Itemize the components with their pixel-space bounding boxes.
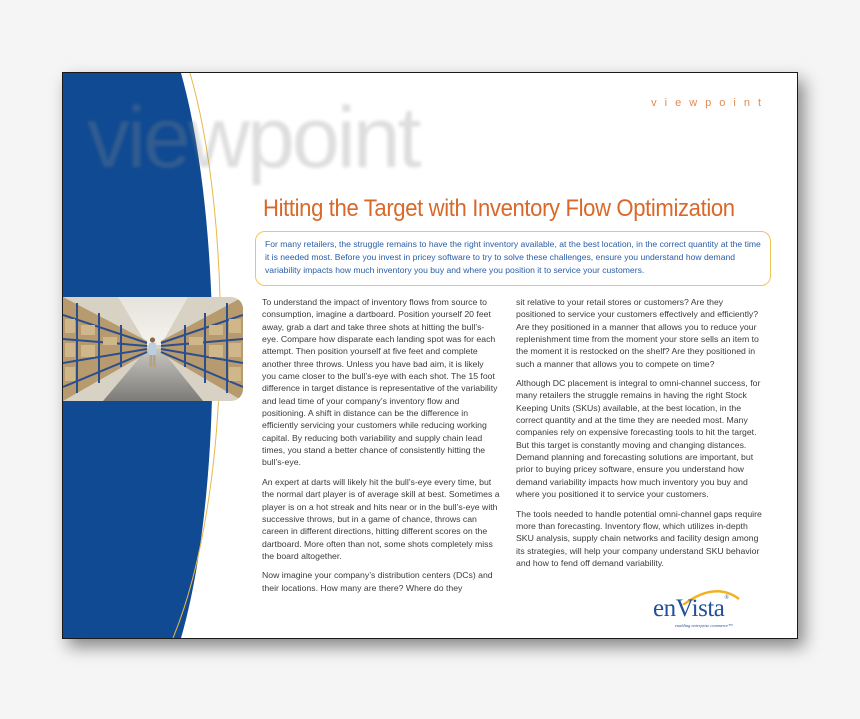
envista-logo xyxy=(653,585,773,629)
body-column-left xyxy=(262,296,500,601)
paragraph: Although DC placement is integral to omni-channel success, for many retailers the struggle remains in having the right Stock Keeping Units (SKUs) available, at the best location, in the correct quantity and at the time they are needed most. Many companies rely on expensive forecasting tools to hit the target. But this target is constantly moving and changing distances. Demand planning and forecasting solutions are important, but prior to buying pricey software, ensure you understand how demand variability impacts how much inventory you buy and where you positioned it to service your customers. xyxy=(516,378,761,500)
paragraph: An expert at darts will likely hit the bull’s-eye every time, but the normal dart player is of average skill at best. Sometimes a player is on a hot streak and hits near or in the bull’s-eye with successive throws, but in a game of chance, throws can careen in different directions, hitting different scores on the dartboard. More often than not, some shots completely miss the board altogether. xyxy=(262,476,500,561)
viewpoint-watermark: viewpoint xyxy=(87,90,419,186)
paragraph: sit relative to your retail stores or customers? Are they positioned to service your customers effectively and efficiently? Are they positioned in a manner that allows you to reduce your replenishment time from the moment your store sells an item to the moment it is restocked on the shelf? Are they positioned in such a manner that allows you to compete on time? xyxy=(516,297,759,369)
paragraph: The tools needed to handle potential omni-channel gaps require more than forecasting. Inventory flow, which utilizes in-depth SKU analysis, supply chain networks and facility design among its strategies, will help your company understand SKU behavior and how to fend off demand variability. xyxy=(516,508,762,568)
logo-tagline: enabling enterprise commerce™ xyxy=(675,623,733,628)
page-title: Hitting the Target with Inventory Flow Optimization xyxy=(263,195,735,222)
logo-wordmark: enVista® xyxy=(653,595,729,622)
intro-callout: For many retailers, the struggle remains to have the right inventory available, at the best location, in the correct quantity at the time it is needed most. Before you invest in pricey software to try to solve these challenges, ensure you understand how demand variability impacts how much inventory you buy and where you position it to service your customers. xyxy=(255,231,771,286)
document-page xyxy=(62,72,798,639)
warehouse-photo xyxy=(63,297,243,401)
body-column-right xyxy=(516,296,762,576)
paragraph: To understand the impact of inventory flows from source to consumption, imagine a dartboard. Position yourself 20 feet away, grab a dart and take three shots at hitting the bull’s-eye. Compare how disparate each landing spot was for each attempt. Then position yourself at five feet and complete another three throws. Unless you have bad aim, it is likely you came closer to the bull’s-eye with each shot. The 15 foot difference in target distance is representative of the variability and lead time of your company’s inventory flow and positioning. A shift in distance can be the difference in efficiently servicing your customers while reducing working capital. By reducing both variability and supply chain lead times, you stand a better chance of consistently hitting the bull’s-eye. xyxy=(262,297,498,468)
paragraph: Now imagine your company’s distribution centers (DCs) and their locations. How many are there? Where do they xyxy=(262,570,493,593)
section-label: viewpoint xyxy=(651,97,769,109)
